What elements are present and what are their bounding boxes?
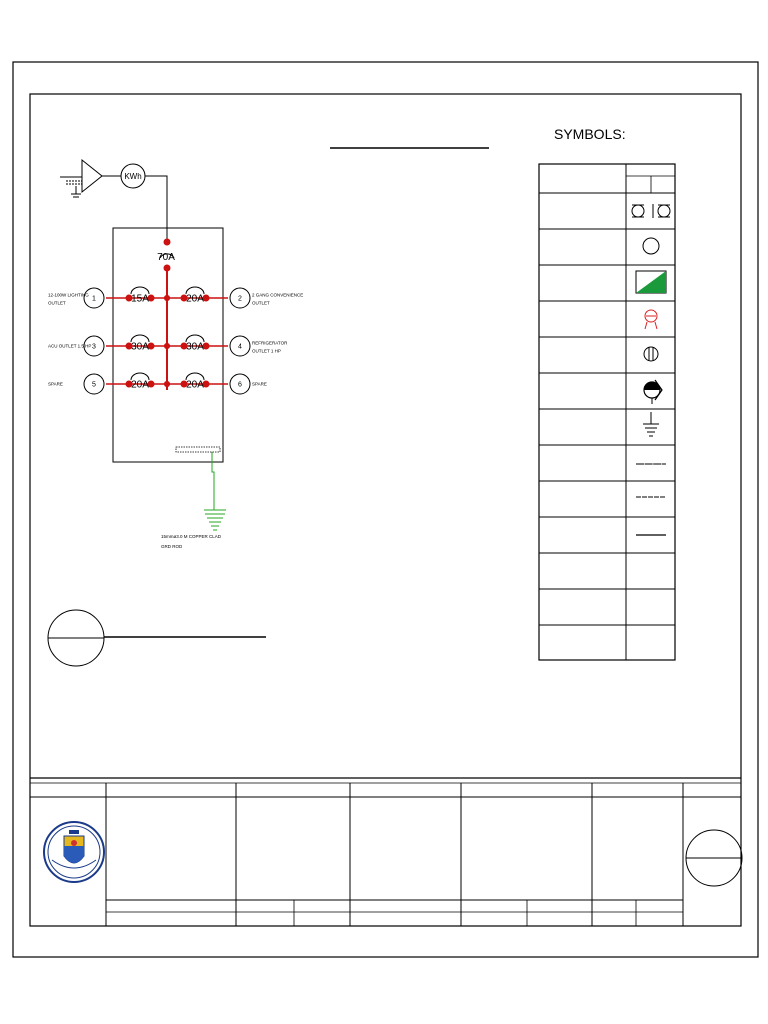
title-block bbox=[30, 778, 742, 926]
outer-border bbox=[13, 62, 758, 957]
circuit-description: OUTLET bbox=[48, 300, 66, 306]
main-breaker bbox=[157, 239, 175, 272]
range-outlet-icon bbox=[645, 310, 657, 329]
bus-tap bbox=[164, 381, 170, 387]
service-feeder bbox=[145, 176, 167, 240]
main-breaker-rating: 70A bbox=[157, 252, 175, 263]
switch-icon bbox=[644, 347, 658, 361]
branch-circuit-1 bbox=[48, 287, 170, 308]
branch-circuit-6 bbox=[164, 373, 267, 394]
riser-diagram bbox=[48, 160, 303, 549]
section-marker bbox=[48, 610, 266, 666]
breaker-rating: 20A bbox=[186, 379, 204, 391]
convenience-outlet-icon bbox=[644, 380, 662, 404]
circuit-number: 5 bbox=[92, 381, 96, 389]
circuit-description: OUTLET 1 HP bbox=[252, 348, 281, 354]
circuit-description: SPARE bbox=[48, 381, 63, 387]
service-entrance bbox=[60, 160, 121, 197]
bus-tap bbox=[164, 343, 170, 349]
symbols-title: SYMBOLS: bbox=[554, 126, 626, 142]
ground-icon bbox=[643, 412, 659, 436]
ceiling-outlet-icon bbox=[643, 238, 659, 254]
inner-border bbox=[30, 94, 741, 926]
circuit-description: REFRIGERATOR bbox=[252, 340, 288, 346]
branch-circuit-5 bbox=[48, 373, 170, 394]
symbols-legend-table bbox=[539, 164, 675, 660]
circuit-description: SPARE bbox=[252, 381, 267, 387]
branch-circuits bbox=[48, 287, 303, 394]
breaker-rating: 15A bbox=[131, 293, 149, 305]
branch-circuit-3 bbox=[48, 335, 170, 356]
circuit-description: ACU OUTLET 1.5 HP bbox=[48, 343, 92, 349]
breaker-rating: 30A bbox=[131, 341, 149, 353]
ground-rod-note-2: GRD ROD bbox=[161, 544, 183, 549]
university-seal-logo bbox=[44, 822, 104, 882]
breaker-rating: 20A bbox=[186, 293, 204, 305]
breaker-rating: 20A bbox=[131, 379, 149, 391]
circuit-number: 4 bbox=[238, 343, 242, 351]
circuit-number: 3 bbox=[92, 343, 96, 351]
branch-circuit-2 bbox=[164, 287, 303, 308]
circuit-description: 12-100W LIGHTING bbox=[48, 292, 89, 298]
circuit-number: 6 bbox=[238, 381, 242, 389]
circuit-number: 2 bbox=[238, 295, 242, 303]
ground-bar bbox=[176, 447, 220, 452]
ground-rod-note-1: 15mmø3.0 M COPPER CLAD bbox=[161, 534, 222, 539]
branch-circuit-4 bbox=[164, 335, 288, 356]
circuit-description: OUTLET bbox=[252, 300, 270, 306]
panelboard-icon bbox=[636, 271, 666, 293]
bus-tap bbox=[164, 295, 170, 301]
circuit-description: 2 GANG CONVENIENCE bbox=[252, 292, 304, 298]
kwh-meter-label: KWh bbox=[124, 172, 142, 181]
circuit-number: 1 bbox=[92, 295, 96, 303]
breaker-rating: 30A bbox=[186, 341, 204, 353]
ground-rod-icon bbox=[204, 452, 226, 530]
lamp-holder-icon bbox=[632, 204, 670, 218]
